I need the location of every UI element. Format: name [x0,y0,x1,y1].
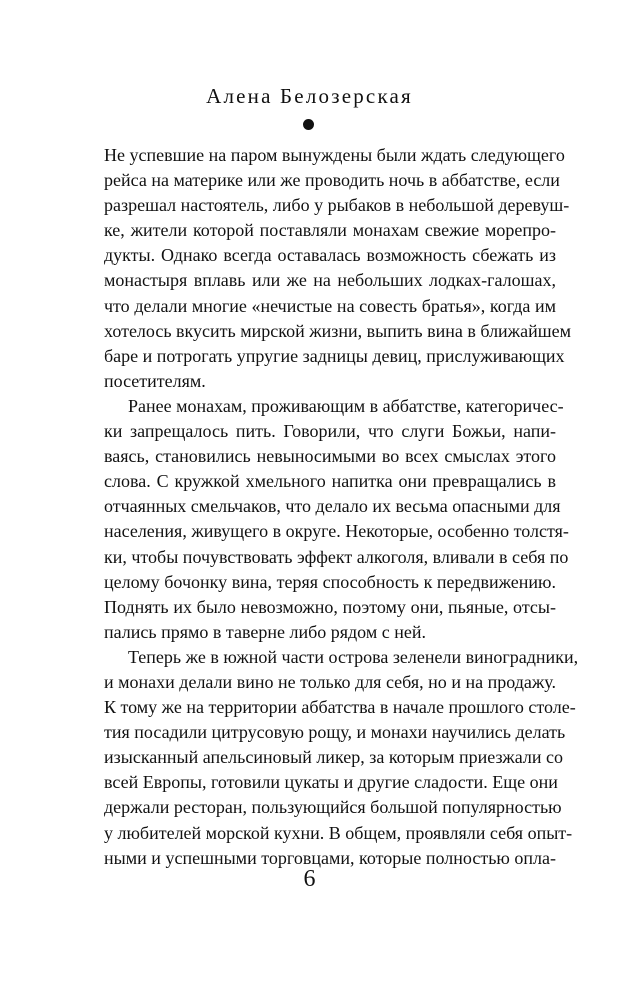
text-line: целому бочонку вина, теряя способность к передвижению. [104,571,556,592]
text-line: разрешал настоятель, либо у рыбаков в небольшой деревуш- [104,195,570,216]
text-line: держали ресторан, пользующийся большой популярностью [104,797,562,818]
bullet-ornament [303,119,314,130]
text-line: Теперь же в южной части острова зеленели виноградники, [128,646,579,667]
text-line: монастыря вплавь или же на небольших лодках-галошах, [104,270,556,291]
text-line: всей Европы, готовили цукаты и другие сладости. Еще они [104,772,558,793]
text-line: изысканный апельсиновый ликер, за которым приезжали со [104,747,563,768]
text-line: что делали многие «нечистые на совесть братья», когда им [104,295,556,316]
text-line: населения, живущего в округе. Некоторые, особенно толстя- [104,521,569,542]
page-number: 6 [303,866,316,892]
text-line: слова. С кружкой хмельного напитка они превращались в [104,471,556,492]
text-line: баре и потрогать упругие задницы девиц, прислуживающих [104,345,565,366]
text-line: ки, чтобы почувствовать эффект алкоголя, вливали в себя по [104,546,569,567]
text-line: дукты. Однако всегда оставалась возможность сбежать из [104,245,556,266]
text-line: Не успевшие на паром вынуждены были ждать следующего [104,145,565,165]
text-line: Поднять их было невозможно, поэтому они, пьяные, отсы- [104,596,556,617]
text-line: Ранее монахам, проживающим в аббатстве, категоричес- [128,395,564,416]
text-line: ки запрещалось пить. Говорили, что слуги Божьи, напи- [104,421,556,442]
paragraph [104,394,569,645]
text-line: и монахи делали вино не только для себя, но и на продажу. [104,671,556,692]
paragraph [104,645,579,871]
text-line: ными и успешными торговцами, которые полностью опла- [104,847,556,868]
text-line: рейса на материке или же проводить ночь в аббатстве, если [104,170,560,191]
paragraph [104,143,571,394]
text-line: ваясь, становились невыносимыми во всех смыслах этого [104,446,556,467]
text-line: посетителям. [104,370,206,391]
running-head-author: Алена Белозерская [206,84,413,108]
body-text [104,143,579,871]
text-line: у любителей морской кухни. В общем, проявляли себя опыт- [104,822,573,843]
text-line: тия посадили цитрусовую рощу, и монахи научились делать [104,722,566,743]
text-line: пались прямо в таверне либо рядом с ней. [104,621,426,642]
text-line: К тому же на территории аббатства в начале прошлого столе- [104,697,576,718]
text-line: отчаянных смельчаков, что делало их весьма опасными для [104,496,561,517]
text-line: ке, жители которой поставляли монахам свежие морепро- [104,220,556,241]
text-line: хотелось вкусить мирской жизни, выпить вина в ближайшем [104,320,571,341]
